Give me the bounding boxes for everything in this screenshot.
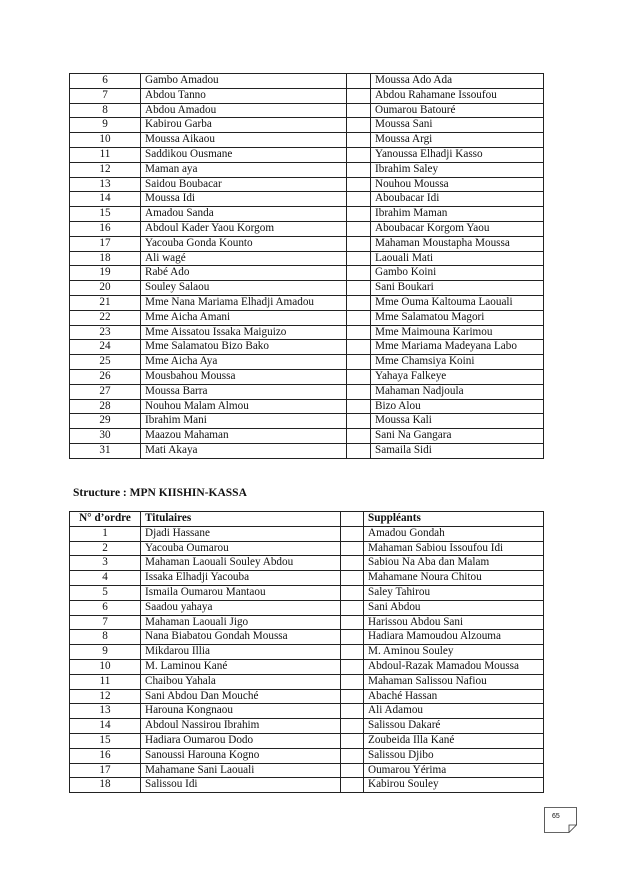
spacer-cell: [341, 763, 364, 778]
titulaire-cell: Saidou Boubacar: [141, 177, 347, 192]
suppleant-cell: Mme Salamatou Magori: [371, 310, 544, 325]
table-row: [70, 147, 544, 162]
spacer-cell: [347, 177, 371, 192]
suppleant-cell: Oumarou Yérima: [364, 763, 544, 778]
suppleant-cell: Sani Boukari: [371, 281, 544, 296]
suppleant-cell: Saley Tahirou: [364, 585, 544, 600]
titulaire-cell: Ali wagé: [141, 251, 347, 266]
table-row: [70, 118, 544, 133]
table-row: [70, 207, 544, 222]
spacer-cell: [347, 207, 371, 222]
order-number-cell: 16: [70, 748, 141, 763]
titulaire-cell: Maazou Mahaman: [141, 429, 347, 444]
table-row: [70, 763, 544, 778]
spacer-cell: [347, 281, 371, 296]
table-row: [70, 429, 544, 444]
suppleant-cell: Bizo Alou: [371, 399, 544, 414]
suppleant-cell: Moussa Ado Ada: [371, 74, 544, 89]
titulaire-cell: Harouna Kongnaou: [141, 704, 341, 719]
table-row: [70, 281, 544, 296]
titulaire-cell: Ibrahim Mani: [141, 414, 347, 429]
order-number-cell: 26: [70, 369, 141, 384]
spacer-cell: [341, 674, 364, 689]
order-number-cell: 14: [70, 719, 141, 734]
order-number-cell: 15: [70, 733, 141, 748]
order-number-cell: 17: [70, 236, 141, 251]
order-number-cell: 1: [70, 526, 141, 541]
spacer-cell: [347, 295, 371, 310]
titulaire-cell: Moussa Idi: [141, 192, 347, 207]
suppleant-cell: Mme Mariama Madeyana Labo: [371, 340, 544, 355]
order-number-cell: 10: [70, 659, 141, 674]
table-row: [70, 571, 544, 586]
spacer-cell: [347, 236, 371, 251]
titulaire-cell: Abdoul Nassirou Ibrahim: [141, 719, 341, 734]
titulaire-cell: Ismaila Oumarou Mantaou: [141, 585, 341, 600]
order-number-cell: 23: [70, 325, 141, 340]
titulaire-cell: Yacouba Gonda Kounto: [141, 236, 347, 251]
order-number-cell: 8: [70, 630, 141, 645]
suppleant-cell: Mme Ouma Kaltouma Laouali: [371, 295, 544, 310]
suppleant-cell: Mme Maimouna Karimou: [371, 325, 544, 340]
table-row: [70, 103, 544, 118]
suppleant-cell: Abdoul-Razak Mamadou Moussa: [364, 659, 544, 674]
order-number-cell: 11: [70, 147, 141, 162]
table-row: [70, 526, 544, 541]
spacer-cell: [347, 355, 371, 370]
table-row: [70, 541, 544, 556]
spacer-cell: [347, 162, 371, 177]
titulaire-cell: Mme Aissatou Issaka Maiguizo: [141, 325, 347, 340]
suppleant-cell: Aboubacar Korgom Yaou: [371, 221, 544, 236]
order-number-cell: 18: [70, 778, 141, 793]
suppleant-cell: Moussa Argi: [371, 133, 544, 148]
suppleant-cell: Oumarou Batouré: [371, 103, 544, 118]
titulaire-cell: Gambo Amadou: [141, 74, 347, 89]
spacer-cell: [341, 585, 364, 600]
members-table-2: [69, 511, 544, 793]
order-number-cell: 29: [70, 414, 141, 429]
table-row: [70, 88, 544, 103]
table-row: [70, 162, 544, 177]
suppleant-cell: Sabiou Na Aba dan Malam: [364, 556, 544, 571]
suppleant-cell: Samaila Sidi: [371, 443, 544, 458]
table-row: [70, 748, 544, 763]
spacer-cell: [341, 615, 364, 630]
spacer-cell: [347, 429, 371, 444]
order-number-cell: 6: [70, 600, 141, 615]
order-number-cell: 18: [70, 251, 141, 266]
table-row: [70, 443, 544, 458]
suppleant-cell: Mahaman Sabiou Issoufou Idi: [364, 541, 544, 556]
table-row: [70, 615, 544, 630]
order-number-cell: 14: [70, 192, 141, 207]
members-table-1: [69, 73, 544, 459]
titulaire-cell: Abdou Tanno: [141, 88, 347, 103]
table-row: [70, 778, 544, 793]
order-number-cell: 13: [70, 177, 141, 192]
suppleant-cell: Yahaya Falkeye: [371, 369, 544, 384]
suppleant-cell: Laouali Mati: [371, 251, 544, 266]
table-row: [70, 192, 544, 207]
table-header-row: [70, 512, 544, 527]
order-number-cell: 11: [70, 674, 141, 689]
order-number-cell: 19: [70, 266, 141, 281]
order-number-cell: 28: [70, 399, 141, 414]
order-number-cell: 12: [70, 689, 141, 704]
suppleant-cell: Harissou Abdou Sani: [364, 615, 544, 630]
titulaire-cell: Mahaman Laouali Jigo: [141, 615, 341, 630]
table-row: [70, 719, 544, 734]
suppleant-cell: Gambo Koini: [371, 266, 544, 281]
suppleant-cell: Mme Chamsiya Koini: [371, 355, 544, 370]
titulaire-cell: Yacouba Oumarou: [141, 541, 341, 556]
spacer-cell: [347, 310, 371, 325]
table-row: [70, 251, 544, 266]
page-number: 65: [552, 813, 560, 820]
titulaire-cell: Sanoussi Harouna Kogno: [141, 748, 341, 763]
spacer-cell: [347, 399, 371, 414]
order-number-cell: 16: [70, 221, 141, 236]
header-titulaires: Titulaires: [141, 512, 341, 527]
titulaire-cell: Djadi Hassane: [141, 526, 341, 541]
titulaire-cell: Souley Salaou: [141, 281, 347, 296]
suppleant-cell: Yanoussa Elhadji Kasso: [371, 147, 544, 162]
order-number-cell: 10: [70, 133, 141, 148]
order-number-cell: 9: [70, 118, 141, 133]
titulaire-cell: Nouhou Malam Almou: [141, 399, 347, 414]
titulaire-cell: Saddikou Ousmane: [141, 147, 347, 162]
titulaire-cell: Hadiara Oumarou Dodo: [141, 733, 341, 748]
suppleant-cell: Abdou Rahamane Issoufou: [371, 88, 544, 103]
spacer-cell: [347, 118, 371, 133]
spacer-cell: [341, 645, 364, 660]
titulaire-cell: Amadou Sanda: [141, 207, 347, 222]
table-row: [70, 645, 544, 660]
spacer-cell: [341, 719, 364, 734]
table-row: [70, 355, 544, 370]
suppleant-cell: Kabirou Souley: [364, 778, 544, 793]
spacer-cell: [341, 659, 364, 674]
order-number-cell: 21: [70, 295, 141, 310]
titulaire-cell: Mahamane Sani Laouali: [141, 763, 341, 778]
suppleant-cell: Abaché Hassan: [364, 689, 544, 704]
titulaire-cell: Mme Aicha Amani: [141, 310, 347, 325]
suppleant-cell: Ibrahim Maman: [371, 207, 544, 222]
order-number-cell: 25: [70, 355, 141, 370]
spacer-cell: [347, 192, 371, 207]
order-number-cell: 5: [70, 585, 141, 600]
titulaire-cell: Mme Aicha Aya: [141, 355, 347, 370]
titulaire-cell: Kabirou Garba: [141, 118, 347, 133]
suppleant-cell: Hadiara Mamoudou Alzouma: [364, 630, 544, 645]
spacer-cell: [347, 103, 371, 118]
spacer-cell: [347, 340, 371, 355]
suppleant-cell: Nouhou Moussa: [371, 177, 544, 192]
suppleant-cell: Moussa Sani: [371, 118, 544, 133]
titulaire-cell: Moussa Aikaou: [141, 133, 347, 148]
titulaire-cell: Salissou Idi: [141, 778, 341, 793]
table-row: [70, 399, 544, 414]
spacer-cell: [347, 266, 371, 281]
table-row: [70, 221, 544, 236]
suppleant-cell: Zoubeida Illa Kané: [364, 733, 544, 748]
order-number-cell: 7: [70, 88, 141, 103]
spacer-cell: [341, 541, 364, 556]
order-number-cell: 8: [70, 103, 141, 118]
spacer-cell: [347, 414, 371, 429]
titulaire-cell: Rabé Ado: [141, 266, 347, 281]
spacer-cell: [347, 384, 371, 399]
spacer-cell: [347, 443, 371, 458]
spacer-cell: [347, 221, 371, 236]
titulaire-cell: Mme Salamatou Bizo Bako: [141, 340, 347, 355]
order-number-cell: 20: [70, 281, 141, 296]
spacer-cell: [347, 133, 371, 148]
order-number-cell: 12: [70, 162, 141, 177]
titulaire-cell: Maman aya: [141, 162, 347, 177]
order-number-cell: 17: [70, 763, 141, 778]
spacer-cell: [341, 778, 364, 793]
table-row: [70, 556, 544, 571]
order-number-cell: 7: [70, 615, 141, 630]
table-row: [70, 310, 544, 325]
table-row: [70, 266, 544, 281]
spacer-cell: [341, 704, 364, 719]
order-number-cell: 3: [70, 556, 141, 571]
table-row: [70, 689, 544, 704]
page-number-frame: [544, 807, 577, 833]
suppleant-cell: Sani Na Gangara: [371, 429, 544, 444]
spacer-cell: [347, 369, 371, 384]
titulaire-cell: Nana Biabatou Gondah Moussa: [141, 630, 341, 645]
suppleant-cell: M. Aminou Souley: [364, 645, 544, 660]
spacer-cell: [341, 526, 364, 541]
titulaire-cell: Mahaman Laouali Souley Abdou: [141, 556, 341, 571]
table-row: [70, 733, 544, 748]
spacer-cell: [347, 74, 371, 89]
spacer-cell: [341, 733, 364, 748]
spacer-cell: [341, 512, 364, 527]
titulaire-cell: Moussa Barra: [141, 384, 347, 399]
spacer-cell: [341, 689, 364, 704]
order-number-cell: 27: [70, 384, 141, 399]
spacer-cell: [341, 600, 364, 615]
spacer-cell: [347, 88, 371, 103]
titulaire-cell: Saadou yahaya: [141, 600, 341, 615]
suppleant-cell: Ibrahim Saley: [371, 162, 544, 177]
order-number-cell: 30: [70, 429, 141, 444]
spacer-cell: [341, 748, 364, 763]
titulaire-cell: Abdou Amadou: [141, 103, 347, 118]
spacer-cell: [347, 325, 371, 340]
table-row: [70, 340, 544, 355]
titulaire-cell: Abdoul Kader Yaou Korgom: [141, 221, 347, 236]
table-row: [70, 74, 544, 89]
titulaire-cell: Mousbahou Moussa: [141, 369, 347, 384]
table-row: [70, 659, 544, 674]
table-row: [70, 630, 544, 645]
titulaire-cell: Mikdarou Illia: [141, 645, 341, 660]
spacer-cell: [341, 571, 364, 586]
suppleant-cell: Ali Adamou: [364, 704, 544, 719]
header-suppleants: Suppléants: [364, 512, 544, 527]
table-row: [70, 295, 544, 310]
order-number-cell: 24: [70, 340, 141, 355]
suppleant-cell: Mahaman Nadjoula: [371, 384, 544, 399]
order-number-cell: 13: [70, 704, 141, 719]
titulaire-cell: Chaibou Yahala: [141, 674, 341, 689]
titulaire-cell: Issaka Elhadji Yacouba: [141, 571, 341, 586]
header-order: N° d’ordre: [70, 512, 141, 527]
suppleant-cell: Mahamane Noura Chitou: [364, 571, 544, 586]
table-row: [70, 704, 544, 719]
order-number-cell: 6: [70, 74, 141, 89]
order-number-cell: 2: [70, 541, 141, 556]
table-row: [70, 369, 544, 384]
table-row: [70, 600, 544, 615]
order-number-cell: 15: [70, 207, 141, 222]
suppleant-cell: Mahaman Moustapha Moussa: [371, 236, 544, 251]
titulaire-cell: Mati Akaya: [141, 443, 347, 458]
order-number-cell: 9: [70, 645, 141, 660]
order-number-cell: 31: [70, 443, 141, 458]
suppleant-cell: Salissou Djibo: [364, 748, 544, 763]
spacer-cell: [347, 147, 371, 162]
suppleant-cell: Sani Abdou: [364, 600, 544, 615]
suppleant-cell: Amadou Gondah: [364, 526, 544, 541]
table-row: [70, 585, 544, 600]
order-number-cell: 4: [70, 571, 141, 586]
table-row: [70, 414, 544, 429]
table-row: [70, 133, 544, 148]
titulaire-cell: M. Laminou Kané: [141, 659, 341, 674]
titulaire-cell: Mme Nana Mariama Elhadji Amadou: [141, 295, 347, 310]
titulaire-cell: Sani Abdou Dan Mouché: [141, 689, 341, 704]
table-row: [70, 177, 544, 192]
table-row: [70, 325, 544, 340]
table-row: [70, 384, 544, 399]
spacer-cell: [341, 556, 364, 571]
spacer-cell: [347, 251, 371, 266]
table-row: [70, 674, 544, 689]
spacer-cell: [341, 630, 364, 645]
suppleant-cell: Mahaman Salissou Nafiou: [364, 674, 544, 689]
suppleant-cell: Aboubacar Idi: [371, 192, 544, 207]
order-number-cell: 22: [70, 310, 141, 325]
table-row: [70, 236, 544, 251]
suppleant-cell: Salissou Dakaré: [364, 719, 544, 734]
structure-title: Structure : MPN KIISHIN-KASSA: [73, 487, 247, 499]
suppleant-cell: Moussa Kali: [371, 414, 544, 429]
